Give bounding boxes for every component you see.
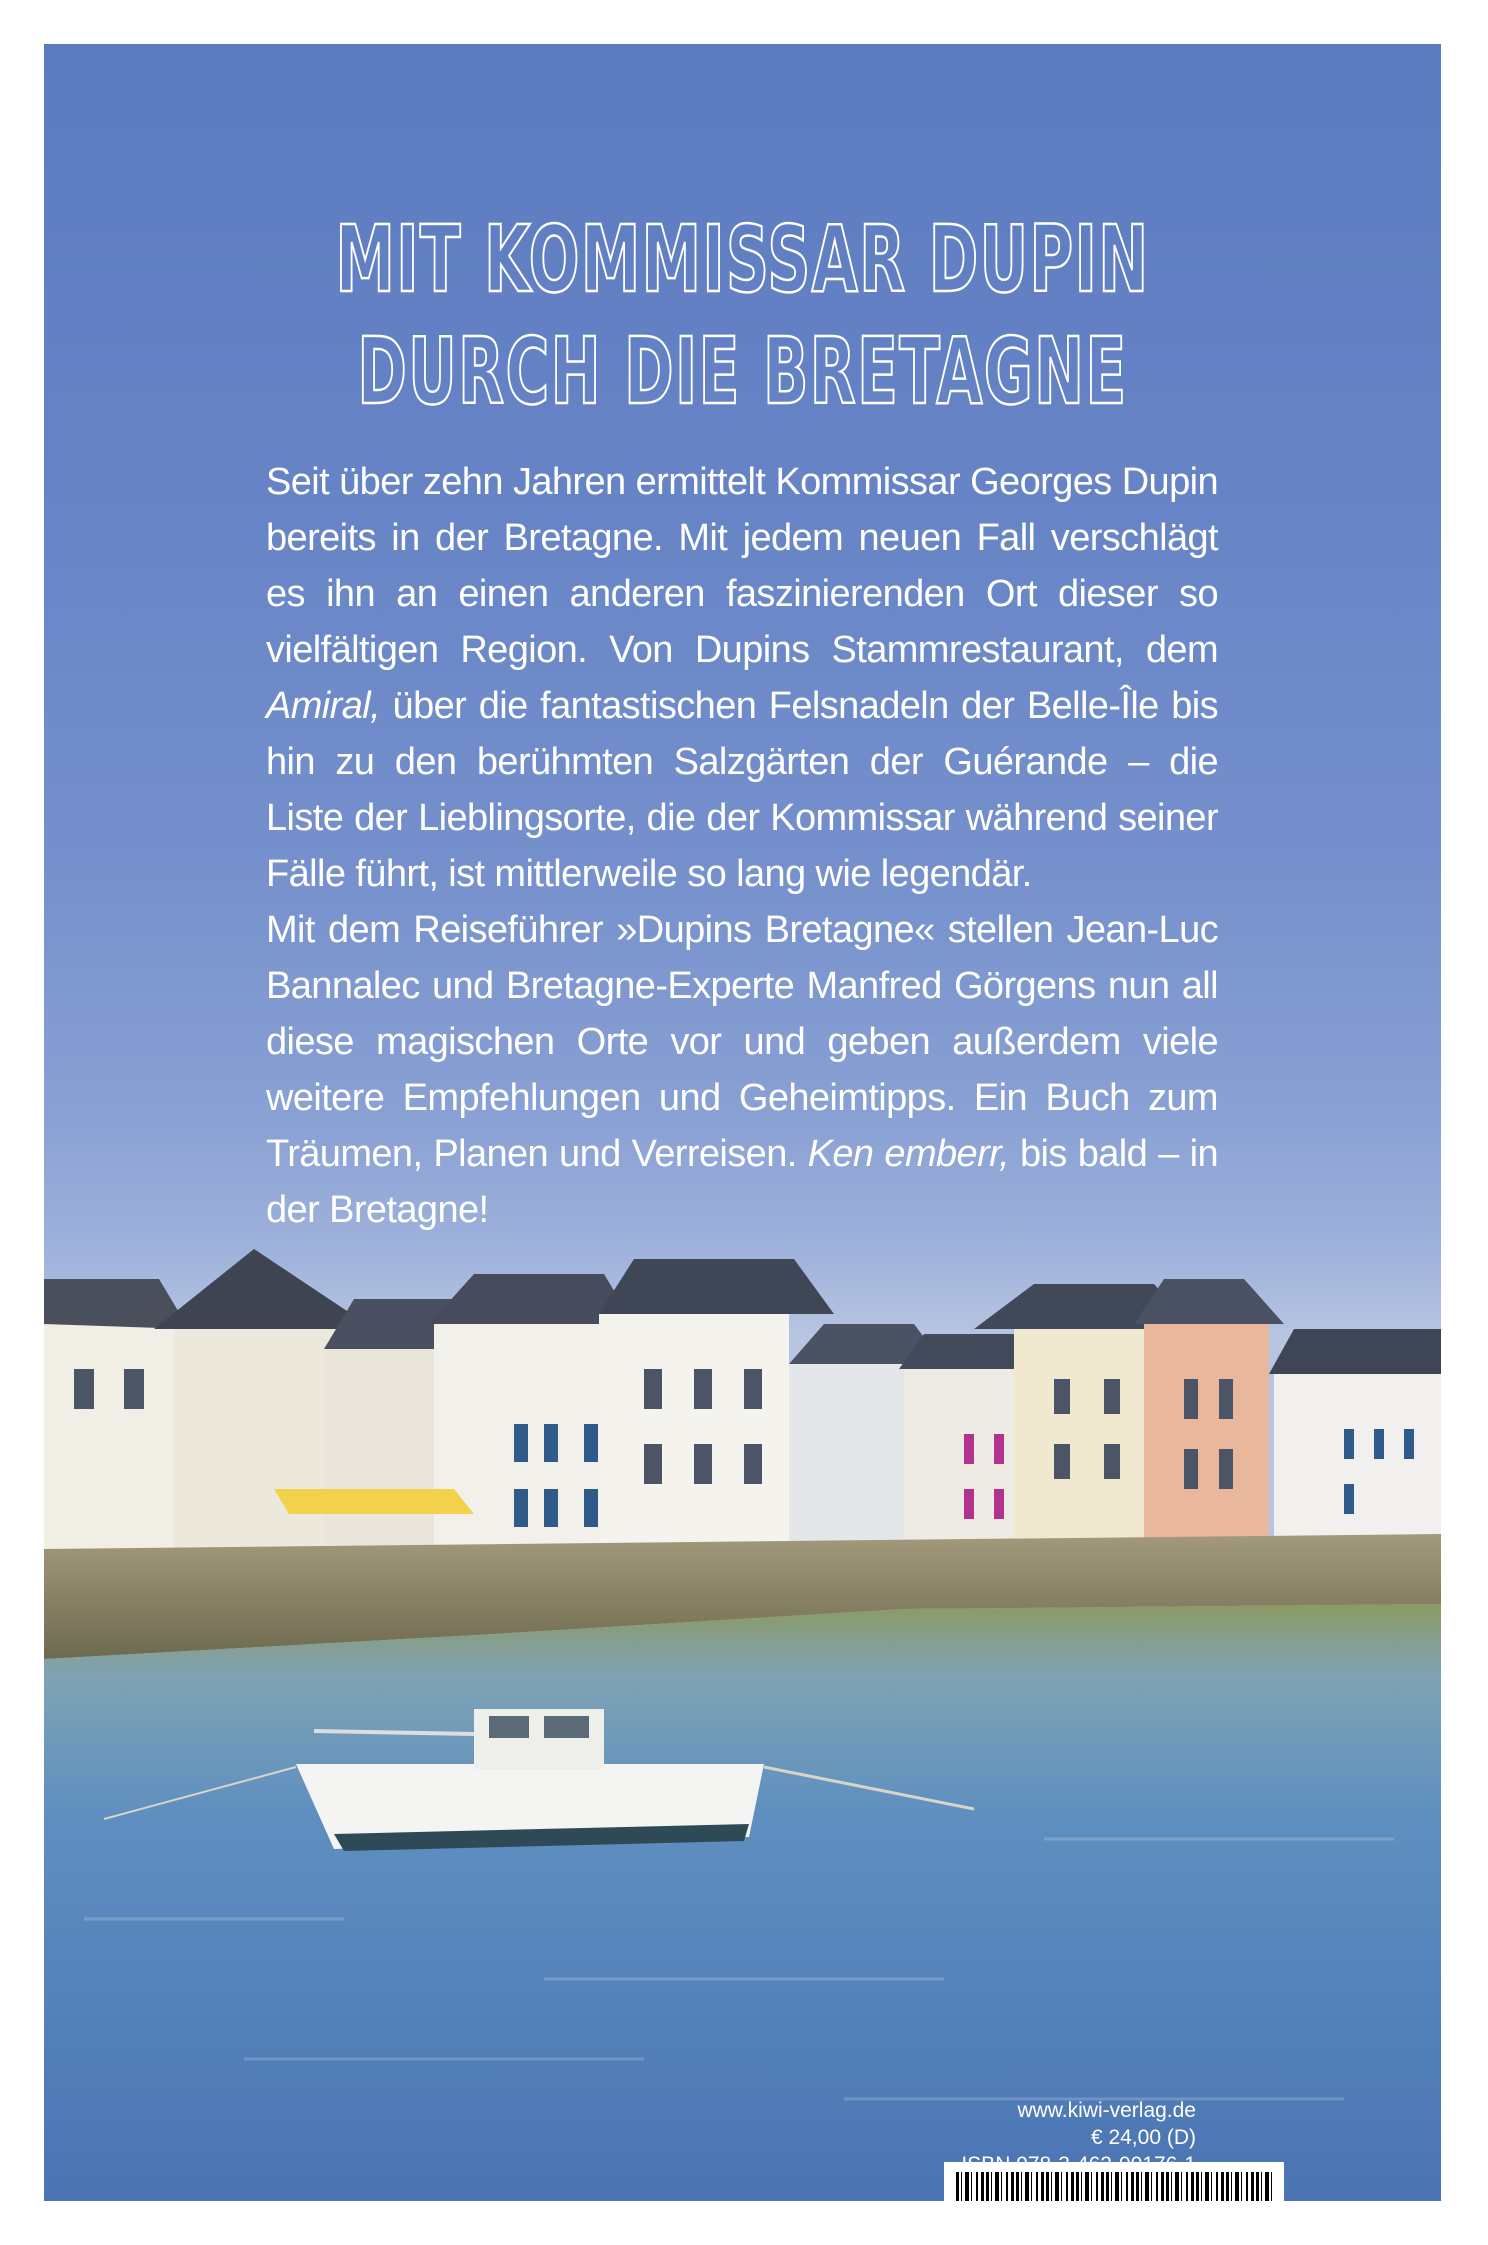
houses — [44, 1249, 1441, 1549]
blurb-p1-text-a: Seit über zehn Jahren ermittelt Kommissar Georges Dupin bereits in der Bretagne. Mit jedem neuen Fall verschlägt es ihn an einen anderen faszinierenden Ort dieser so vielfältigen Region. Von Dupins Stammrestaurant, dem — [266, 461, 1218, 671]
title-line-1: MIT KOMMISSAR DUPIN — [335, 206, 1150, 313]
blurb-paragraph-1 — [266, 454, 1218, 902]
blurb-text — [266, 454, 1218, 1238]
cover-title — [44, 204, 1441, 428]
publisher-url: www.kiwi-verlag.de — [1017, 2099, 1196, 2122]
blurb-p1-text-b: über die fantastischen Felsnadeln der Belle-Île bis hin zu den berühmten Salzgärten der Guérande – die Liste der Lieblingsorte, die der Kommissar während seiner Fälle führt, ist mittlerweile so lang wie legendär. — [266, 685, 1218, 895]
blurb-p2-text-a: Mit dem Reiseführer »Dupins Bretagne« stellen Jean-Luc Bannalec und Bretagne-Experte Manfred Görgens nun all diese magischen Orte vor und geben außerdem viele weitere Empfehlungen und Geheimtipps. Ein Buch zum Träumen, Planen und Verreisen. — [266, 909, 1218, 1175]
blurb-p2-text-b: bis bald – in der Bretagne! — [266, 1133, 1218, 1231]
back-cover — [44, 44, 1441, 2201]
harbor-water — [44, 1604, 1441, 2201]
title-line-2: DURCH DIE BRETAGNE — [357, 318, 1128, 425]
blurb-p2-italic: Ken emberr, — [807, 1133, 1010, 1175]
harbor-photo — [44, 1219, 1441, 2201]
blurb-paragraph-2 — [266, 902, 1218, 1238]
barcode — [944, 2162, 1284, 2201]
blurb-p1-italic: Amiral, — [266, 685, 381, 727]
price-label: € 24,00 (D) — [1090, 2126, 1196, 2149]
barcode-bars — [956, 2172, 1272, 2201]
